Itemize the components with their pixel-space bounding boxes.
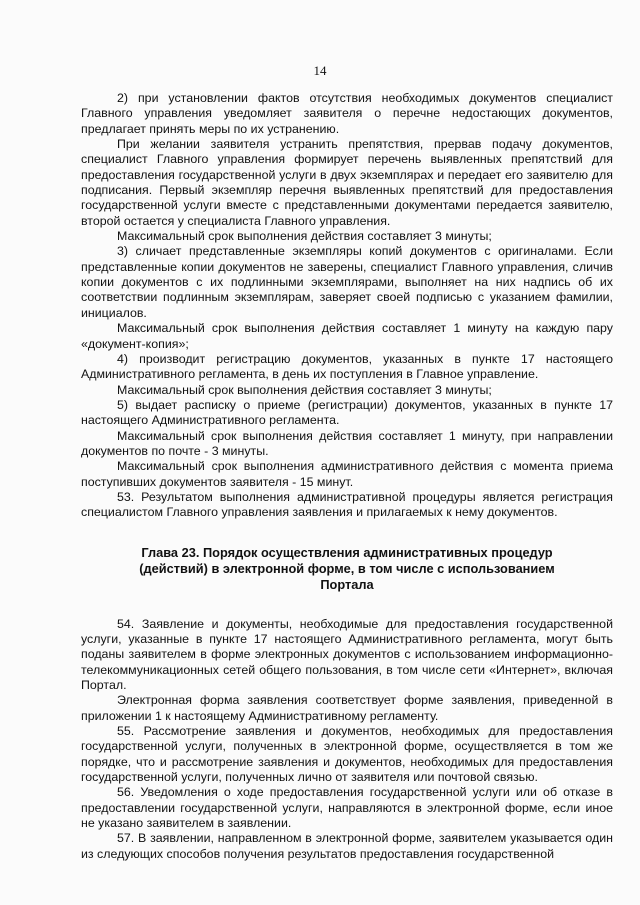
paragraph: Электронная форма заявления соответствует форме заявления, приведенной в приложении 1 к настоящему Административному регламенту.: [81, 693, 613, 723]
paragraph: 54. Заявление и документы, необходимые для предоставления государственной услуги, указанные в пункте 17 настоящего Административного регламента, могут быть поданы заявителем в форме электронных документов с использованием информационно-телекоммуникационных сетей общего пользования, в том числе сети «Интернет», включая Портал.: [81, 616, 613, 692]
paragraph: 3) сличает представленные экземпляры копий документов с оригиналами. Если представленные копии документов не заверены, специалист Главного управления, сличив копии документов с их подлинными экземплярами, выполняет на них надпись об их соответствии подлинным экземплярам, заверяет своей подписью с указанием фамилии, инициалов.: [81, 244, 613, 320]
paragraph: Максимальный срок выполнения действия составляет 1 минуту на каждую пару «документ-копия»;: [81, 321, 613, 351]
chapter-heading: Глава 23. Порядок осуществления административных процедур (действий) в электронной форме, в том числе с использованием Портала: [139, 544, 555, 592]
document-body: [81, 91, 613, 862]
paragraph: При желании заявителя устранить препятствия, прервав подачу документов, специалист Главного управления формирует перечень выявленных препятствий для предоставления государственной услуги в двух экземплярах и передает его заявителю для подписания. Первый экземпляр перечня выявленных препятствий для предоставления государственной услуги вместе с представленными документами передается заявителю, второй остается у специалиста Главного управления.: [81, 137, 613, 228]
paragraph: 2) при установлении фактов отсутствия необходимых документов специалист Главного управления уведомляет заявителя о перечне недостающих документов, предлагает принять меры по их устранению.: [81, 91, 613, 136]
paragraph: 57. В заявлении, направленном в электронной форме, заявителем указывается один из следующих способов получения результатов предоставления государственной: [81, 831, 613, 861]
paragraph: 5) выдает расписку о приеме (регистрации) документов, указанных в пункте 17 настоящего Административного регламента.: [81, 397, 613, 428]
paragraph: Максимальный срок выполнения действия составляет 1 минуту, при направлении документов по почте - 3 минуты.: [81, 428, 613, 458]
paragraph: 53. Результатом выполнения административной процедуры является регистрация специалистом Главного управления заявления и прилагаемых к нему документов.: [81, 489, 613, 520]
page-number: 14: [313, 63, 327, 78]
paragraph: 4) производит регистрацию документов, указанных в пункте 17 настоящего Административного регламента, в день их поступления в Главное управление.: [81, 351, 613, 382]
paragraph: 56. Уведомления о ходе предоставления государственной услуги или об отказе в предоставлении государственной услуги, направляются в электронной форме, если иное не указано заявителем в заявлении.: [81, 785, 613, 831]
paragraph: 55. Рассмотрение заявления и документов, необходимых для предоставления государственной услуги, полученных в электронной форме, осуществляется в том же порядке, что и рассмотрение заявления и документов, необходимых для предоставления государственной услуги, полученных лично от заявителя или почтовой связью.: [81, 724, 613, 785]
paragraph: Максимальный срок выполнения действия составляет 3 минуты;: [117, 382, 492, 397]
paragraph: Максимальный срок выполнения действия составляет 3 минуты;: [117, 229, 492, 244]
paragraph: Максимальный срок выполнения административного действия с момента приема поступивших документов заявителя - 15 минут.: [81, 459, 613, 489]
